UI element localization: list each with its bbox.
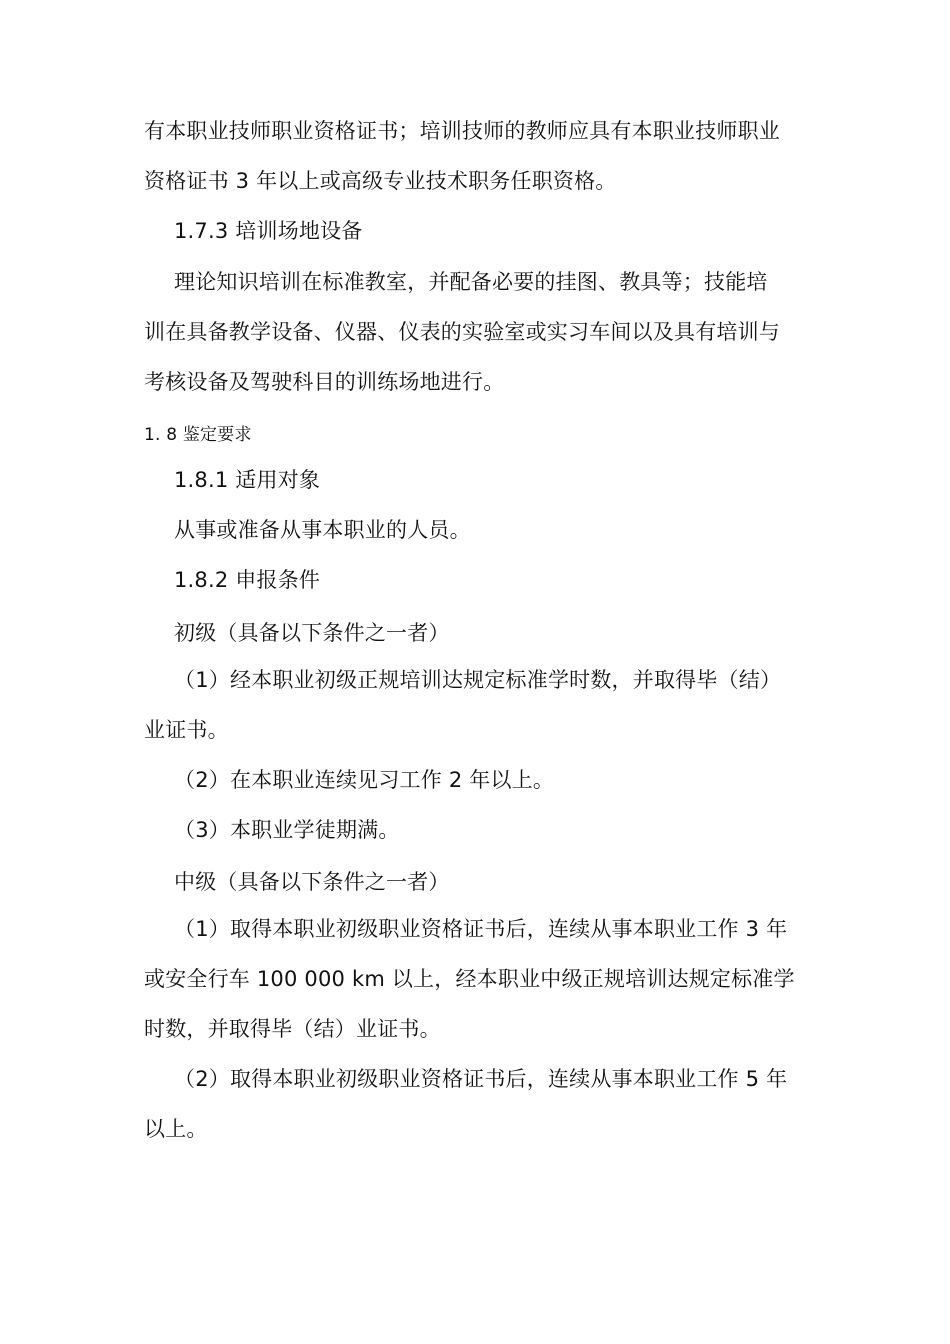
- paragraph-line: 有本职业技师职业资格证书；培训技师的教师应具有本职业技师职业: [144, 119, 780, 143]
- paragraph-line: 从事或准备从事本职业的人员。: [174, 518, 471, 542]
- list-item: （3）本职业学徒期满。: [174, 818, 400, 842]
- level-heading-intermediate: 中级（具备以下条件之一者）: [174, 870, 450, 894]
- paragraph-line: 训在具备教学设备、仪器、仪表的实验室或实习车间以及具有培训与: [144, 320, 780, 344]
- section-heading-1-7-3: 1.7.3 培训场地设备: [174, 219, 363, 243]
- list-item-continuation: 或安全行车 100 000 km 以上，经本职业中级正规培训达规定标准学: [144, 967, 795, 991]
- list-item: （1）取得本职业初级职业资格证书后，连续从事本职业工作 3 年: [174, 917, 788, 941]
- level-heading-junior: 初级（具备以下条件之一者）: [174, 621, 450, 645]
- list-item-continuation: 以上。: [144, 1117, 208, 1141]
- paragraph-line: 资格证书 3 年以上或高级专业技术职务任职资格。: [144, 169, 617, 193]
- list-item: （1）经本职业初级正规培训达规定标准学时数，并取得毕（结）: [174, 668, 782, 692]
- list-item-continuation: 业证书。: [144, 718, 229, 742]
- paragraph-line: 理论知识培训在标准教室，并配备必要的挂图、教具等；技能培: [174, 270, 768, 294]
- section-heading-1-8-1: 1.8.1 适用对象: [174, 468, 321, 492]
- list-item: （2）在本职业连续见习工作 2 年以上。: [174, 768, 555, 792]
- list-item: （2）取得本职业初级职业资格证书后，连续从事本职业工作 5 年: [174, 1067, 788, 1091]
- list-item-continuation: 时数，并取得毕（结）业证书。: [144, 1017, 441, 1041]
- paragraph-line: 考核设备及驾驶科目的训练场地进行。: [144, 370, 505, 394]
- section-heading-1-8-2: 1.8.2 申报条件: [174, 568, 321, 592]
- section-heading-1-8: 1. 8 鉴定要求: [144, 425, 252, 445]
